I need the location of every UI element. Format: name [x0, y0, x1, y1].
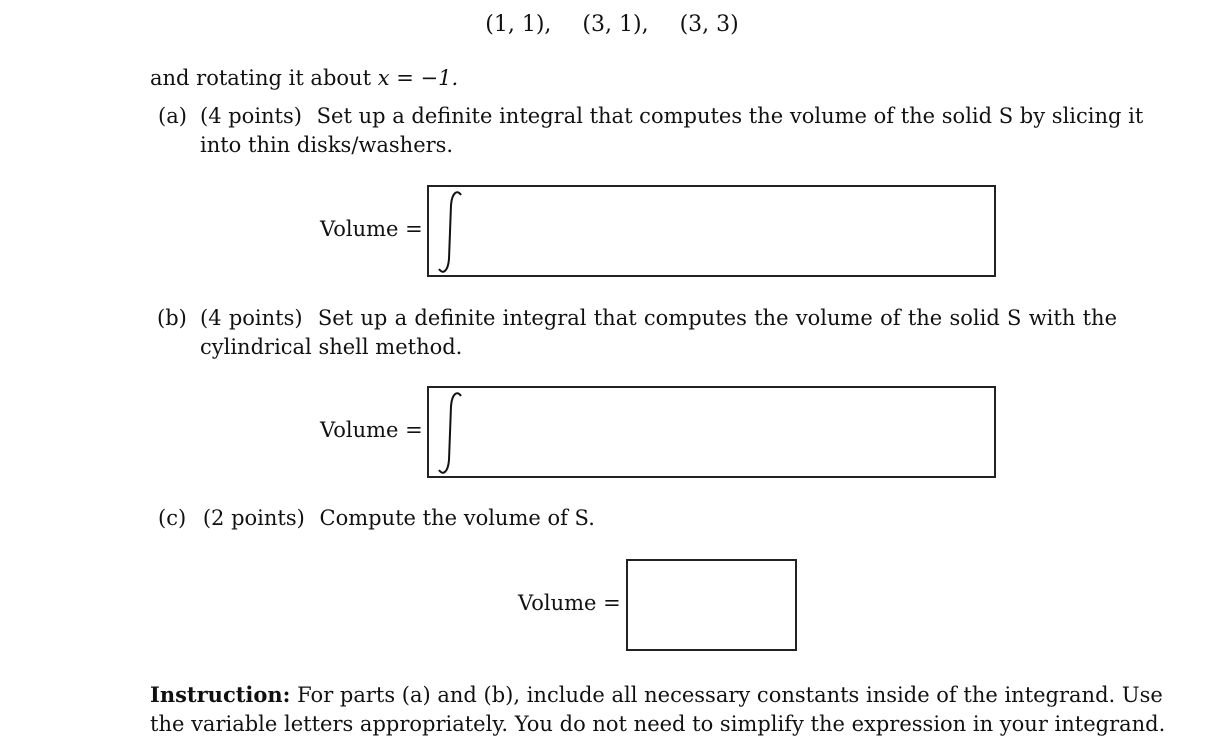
- rotation-statement: [150, 68, 458, 89]
- part-a-volume-label: Volume =: [320, 217, 423, 241]
- part-b-label: (b): [157, 306, 187, 330]
- part-b-volume-label: Volume =: [320, 418, 423, 442]
- part-a-line1: (4 points) Set up a definite integral that computes the volume of the solid S by slicing it: [200, 104, 1144, 128]
- instruction-line1: Instruction: For parts (a) and (b), include all necessary constants inside of the integrand. Use: [150, 682, 1163, 707]
- part-b-line1: (4 points) Set up a definite integral that computes the volume of the solid S with the: [200, 306, 1118, 330]
- part-c-question: [158, 508, 595, 529]
- point-2: (3, 1),: [582, 12, 649, 37]
- part-c-text: Compute the volume of S.: [319, 506, 595, 530]
- part-b-question: [200, 304, 1117, 362]
- point-1: (1, 1),: [485, 12, 552, 37]
- part-c-label: (c): [158, 506, 187, 530]
- part-a-label: (a): [158, 104, 187, 128]
- part-a-question: [200, 102, 1144, 160]
- integral-sign-icon: [437, 390, 467, 476]
- part-c-answer-box[interactable]: [626, 559, 797, 651]
- vertex-list: [0, 14, 1224, 36]
- instruction-heading: Instruction:: [150, 682, 291, 707]
- instruction-line2: the variable letters appropriately. You do not need to simplify the expression in your integrand.: [150, 712, 1166, 736]
- part-a-line2: into thin disks/washers.: [200, 133, 454, 157]
- part-c-volume-label: Volume =: [518, 591, 621, 615]
- point-3: (3, 3): [679, 12, 739, 37]
- rotation-text: and rotating it about: [150, 66, 372, 90]
- part-c-points: (2 points): [202, 506, 305, 530]
- part-a-answer-box[interactable]: [427, 185, 996, 277]
- instruction-block: [150, 680, 1166, 739]
- rotation-axis: x = −1.: [377, 66, 459, 90]
- integral-sign-icon: [437, 189, 467, 275]
- part-b-answer-box[interactable]: [427, 386, 996, 478]
- part-b-line2: cylindrical shell method.: [200, 335, 463, 359]
